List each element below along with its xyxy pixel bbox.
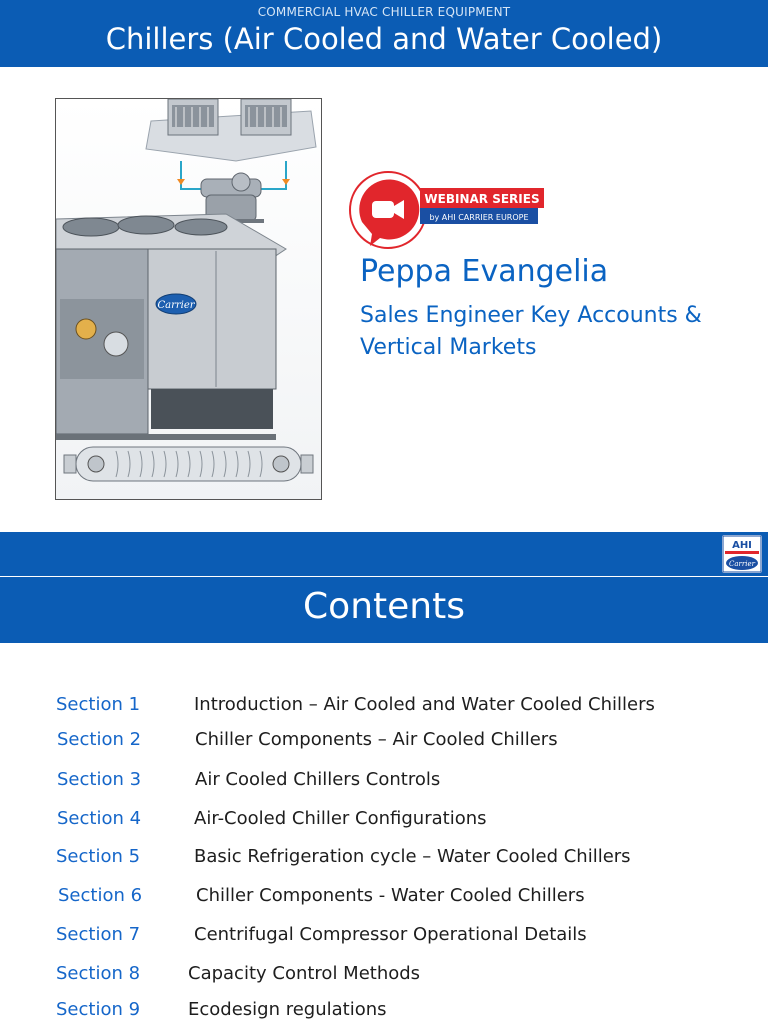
- air-cooled-chiller: [56, 214, 286, 440]
- ahi-carrier-logo: [722, 535, 762, 573]
- contents-slide: [0, 532, 768, 1024]
- section-title: Centrifugal Compressor Operational Details: [194, 924, 587, 945]
- list-item: [0, 924, 768, 950]
- list-item: [0, 963, 768, 989]
- section-label: Section 2: [57, 729, 142, 750]
- slide-title: Chillers (Air Cooled and Water Cooled): [105, 22, 663, 56]
- presenter-name: Peppa Evangelia: [360, 254, 609, 289]
- section-label: Section 6: [58, 885, 143, 906]
- section-title: Chiller Components - Water Cooled Chillers: [196, 885, 585, 906]
- list-item: [0, 999, 768, 1025]
- rooftop-unit-right: [241, 99, 291, 135]
- list-item: [0, 729, 768, 755]
- list-item: [0, 808, 768, 834]
- section-label: Section 1: [56, 694, 141, 715]
- section-title: Chiller Components – Air Cooled Chillers: [195, 729, 558, 750]
- section-title: Basic Refrigeration cycle – Water Cooled Chillers: [194, 846, 631, 867]
- presenter-role: [360, 300, 760, 364]
- section-title: Air Cooled Chillers Controls: [195, 769, 441, 790]
- contents-title: Contents: [303, 586, 465, 627]
- list-item: [0, 694, 768, 720]
- webinar-label: WEBINAR SERIES: [424, 192, 540, 206]
- webinar-series-badge: [348, 170, 548, 250]
- section-title: Air-Cooled Chiller Configurations: [194, 808, 487, 829]
- section-title: Ecodesign regulations: [188, 999, 387, 1020]
- list-item: [0, 846, 768, 872]
- section-label: Section 4: [57, 808, 142, 829]
- heat-exchanger: [64, 447, 313, 481]
- chiller-illustration: [56, 99, 321, 499]
- section-title: Capacity Control Methods: [188, 963, 421, 984]
- carrier-logo-text: Carrier: [157, 300, 195, 311]
- list-item: [0, 885, 768, 911]
- chiller-equipment-image: [55, 98, 322, 500]
- webinar-sublabel: by AHI CARRIER EUROPE: [429, 213, 529, 222]
- title-bar: [0, 0, 768, 67]
- section-label: Section 7: [56, 924, 141, 945]
- section-title: Introduction – Air Cooled and Water Cooled Chillers: [194, 694, 655, 715]
- header-strip: [0, 532, 768, 576]
- presenter-role-line1: Sales Engineer Key Accounts &: [360, 303, 702, 328]
- presenter-role-line2: Vertical Markets: [360, 335, 537, 360]
- section-label: Section 9: [56, 999, 141, 1020]
- section-label: Section 3: [57, 769, 142, 790]
- section-label: Section 5: [56, 846, 141, 867]
- section-label: Section 8: [56, 963, 141, 984]
- slide-supertitle: COMMERCIAL HVAC CHILLER EQUIPMENT: [257, 5, 511, 19]
- rooftop-unit-left: [168, 99, 218, 135]
- ahi-logo-text: AHI: [732, 540, 752, 551]
- carrier-logo-text: Carrier: [729, 560, 755, 568]
- list-item: [0, 769, 768, 795]
